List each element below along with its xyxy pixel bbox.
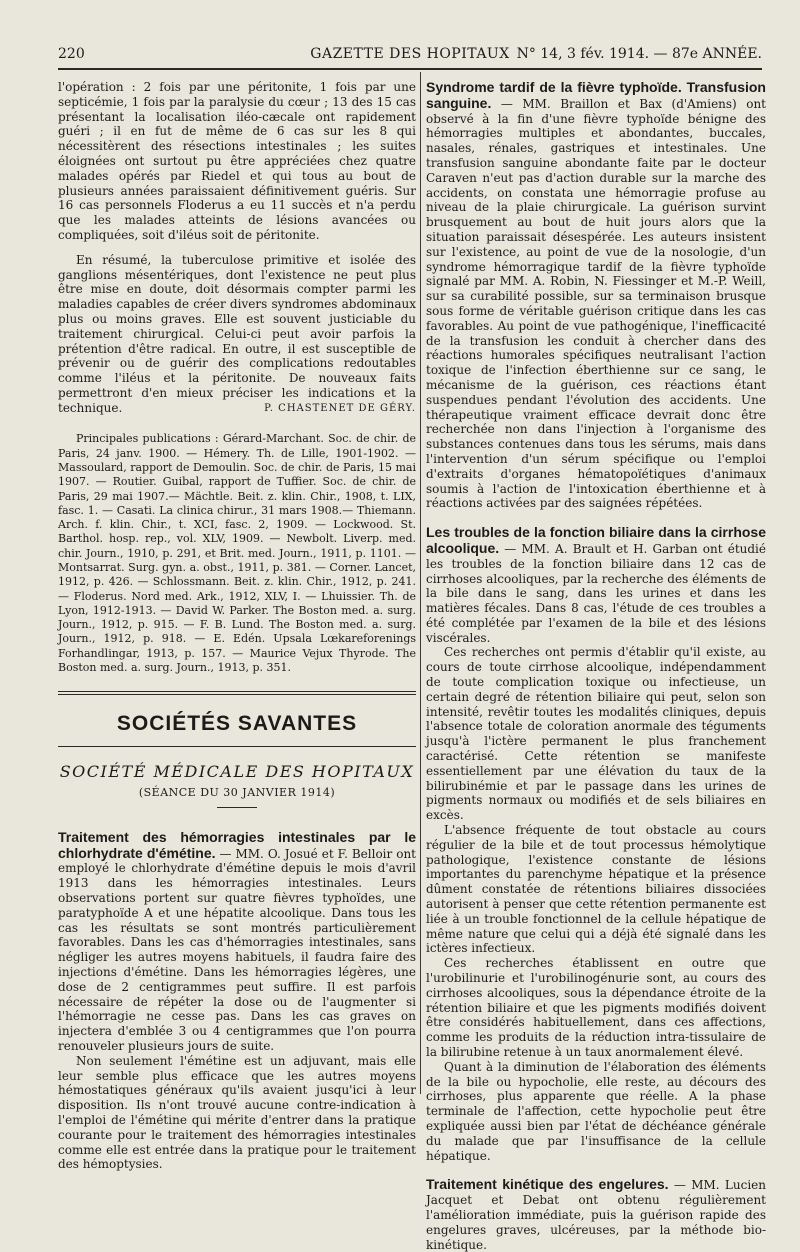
article-title: Traitement des hémorragies intestinales par le chlorhydrate d'émétine.	[58, 828, 416, 861]
article	[426, 525, 766, 1163]
left-column	[58, 80, 416, 1172]
section-subrule	[58, 746, 416, 747]
author-signature: P. CHASTENET DE GÉRY.	[264, 402, 416, 414]
article-lead	[58, 830, 416, 1054]
header-rule	[58, 68, 762, 70]
article-lead-text: — MM. Braillon et Bax (d'Amiens) ont observé à la fin d'une fièvre typhoïde bénigne des hémorragies multiples et abondantes, buccales, nasales, rénales, gastriques et intestinales. Une transfusion sanguine abondante faite par le docteur Caraven n'eut pas d'action durable sur la marche des accidents, on constata une hémorragie profuse au niveau de la plaie chirurgicale. La guérison survint brusquement au bout de huit jours alors que la situation paraissait désespérée. Les auteurs insistent sur l'existence, au point de vue de la nosologie, d'un syndrome hémorragique tardif de la fièvre typhoïde signalé par MM. A. Robin, N. Fiessinger et M.-P. Weill, sur sa curabilité possible, sur sa terminaison brusque sous forme de véritable guérison critique dans les cas favorables. Au point de vue pathogénique, l'inefficacité de la transfusion les conduit à chercher dans des réactions humorales spécifiques neutralisant l'action toxique de l'infection éberthienne sur ce sang, le mécanisme de la guérison, ces réactions étant suspendues pendant l'évolution des accidents. Une thérapeutique vraiment efficace devrait donc être recherchée non dans l'injection à l'organisme des substances contenues dans tous les sérums, mais dans l'intervention d'un sérum spécifique ou l'emploi d'extraits d'organes hématopoïétiques d'animaux soumis à l'action de l'intoxication éberthienne et à réactions activées par des saignées répétées.	[426, 96, 766, 511]
issue-info: N° 14, 3 fév. 1914. — 87e ANNÉE.	[516, 46, 762, 62]
page-number: 220	[58, 46, 85, 62]
paragraph: Ces recherches ont permis d'établir qu'il existe, au cours de toute cirrhose alcoolique, indépendamment de toute complication toxique ou infectieuse, un certain degré de rétention biliaire qui peut, selon son intensité, revêtir toutes les modalités cliniques, depuis l'absence totale de coloration anormale des téguments jusqu'à l'ictère permanent le plus franchement caractérisé. Cette rétention se manifeste essentiellement par une élévation du taux de la bilirubinémie et par le passage dans les urines de pigments normaux ou modifiés et de sels biliaires en excès.	[426, 645, 766, 823]
running-header	[58, 44, 762, 68]
article-lead	[426, 80, 766, 511]
section-rule	[58, 691, 416, 695]
article	[58, 830, 416, 1172]
column-divider	[420, 72, 421, 1094]
paragraph: En résumé, la tuberculose primitive et isolée des ganglions mésentériques, dont l'existence ne peut plus être mise en doute, doit désormais compter parmi les maladies capables de créer divers syndromes abdominaux plus ou moins graves. Elle est souvent justiciable du traitement chirurgical. Celui-ci peut avoir parfois la prétention d'être radical. En outre, il est susceptible de prévenir ou de guérir des complications redoutables comme l'iléus et la péritonite. De nouveaux faits permettront d'en mieux préciser les indications et la technique.	[58, 252, 416, 415]
section-title: SOCIÉTÉS SAVANTES	[116, 712, 358, 736]
journal-title: GAZETTE DES HOPITAUX	[310, 46, 510, 62]
right-column	[426, 79, 766, 1252]
article-title: Syndrome tardif de la fièvre typhoïde. Transfusion sanguine.	[426, 79, 766, 111]
article	[426, 80, 766, 511]
article-lead-text: — MM. Lucien Jacquet et Debat ont obtenu régulièrement l'amélioration immédiate, puis la guérison rapide des engelures graves, ulcéreuses, par la méthode bio-kinétique.	[426, 1178, 766, 1252]
article-lead	[426, 525, 766, 645]
short-rule	[217, 807, 257, 808]
seance-date: (SÉANCE DU 30 JANVIER 1914)	[138, 785, 336, 799]
article-title: Traitement kinétique des engelures.	[426, 1176, 669, 1193]
article-body: Non seulement l'émétine est un adjuvant, mais elle leur semble plus efficace que les autres moyens hémostatiques généraux qu'ils avaient jusqu'ici à leur disposition. Ils n'ont trouvé aucune contre-indication à l'emploi de l'émétine qui mérite d'entrer dans la pratique courante pour le traitement des hémorragies intestinales comme elle est entrée dans la pratique pour le traitement des hémoptysies.	[58, 1053, 416, 1172]
article-lead-text: — MM. A. Brault et H. Garban ont étudié les troubles de la fonction biliaire dans 12 cas de cirrhoses alcooliques, par la recherche des éléments de la bile dans le sang, dans les urines et dans les matières fécales. Dans 8 cas, l'étude de ces troubles a été complétée par l'examen de la bile et des lésions viscérales.	[426, 541, 766, 645]
article-title: Les troubles de la fonction biliaire dans la cirrhose alcoolique.	[426, 524, 766, 556]
paragraph: l'opération : 2 fois par une péritonite, 1 fois par une septicémie, 1 fois par la paralysie du cœur ; 13 des 15 cas présentant la localisation iléo-cæcale ont rapidement guéri ; il en fut de même de 6 cas sur les 8 qui nécessitèrent des résections intestinales ; les suites éloignées ont surtout pu être appréciées chez quatre malades opérés par Riedel et qui tous au bout de plusieurs années paraissaient définitivement guéris. Sur 16 cas personnels Floderus a eu 11 succès et n'a perdu que les malades atteints de lésions avancées ou compliquées, soit d'iléus soit de péritonite.	[58, 80, 416, 242]
paragraph: Ces recherches établissent en outre que l'urobilinurie et l'urobilinogénurie sont, au cours des cirrhoses alcooliques, sous la dépendance étroite de la rétention biliaire et que les pigments modifiés doivent être considérés habituellement, dans ces affections, comme les produits de la réduction intra-tissulaire de la bilirubine retenue à un taux anormalement élevé.	[426, 956, 766, 1059]
society-title: SOCIÉTÉ MÉDICALE DES HOPITAUX	[59, 762, 415, 782]
article-lead	[426, 1177, 766, 1252]
article	[426, 1177, 766, 1252]
paragraph: Quant à la diminution de l'élaboration des éléments de la bile ou hypocholie, elle reste, au décours des cirrhoses, plus apparente que réelle. A la phase terminale de l'affection, cette hypocholie peut être expliquée aussi bien par l'état de déchéance générale du malade que par l'insuffisance de la cellule hépatique.	[426, 1059, 766, 1163]
article-lead-text: — MM. O. Josué et F. Belloir ont employé le chlorhydrate d'émétine depuis le mois d'avril 1913 dans les hémorragies intestinales. Leurs observations portent sur quatre fièvres typhoïdes, une paratyphoïde A et une hépatite alcoolique. Dans tous les cas les résultats se sont montrés particulièrement favorables. Dans les cas d'hémorragies intestinales, sans négliger les autres moyens habituels, il faudra faire des injections d'émétine. Dans les hémorragies légères, une dose de 2 centigrammes peut suffire. Il est parfois nécessaire de répéter la dose ou de l'augmenter si l'hémorragie ne cesse pas. Dans les cas graves on injectera d'emblée 3 ou 4 centigrammes que l'on pourra renouveler plusieurs jours de suite.	[58, 846, 416, 1053]
paragraph: L'absence fréquente de tout obstacle au cours régulier de la bile et de tout processus hémolytique pathologique, l'existence constante de lésions importantes du parenchyme hépatique et la présence dûment constatée de rétentions biliaires dissociées autorisent à penser que cette rétention permanente est liée à un trouble fonctionnel de la cellule hépatique de même nature que celui qui a déjà été signalé dans les ictères infectieux.	[426, 823, 766, 956]
publications-list: Principales publications : Gérard-Marchant. Soc. de chir. de Paris, 24 janv. 1900. — Hémery. Th. de Lille, 1901-1902. — Massoulard, rapport de Demoulin. Soc. de chir. de Paris, 15 mai 1907. — Routier. Guibal, rapport de Tuffier. Soc. de chir. de Paris, 29 mai 1907.— Mächtle. Beit. z. klin. Chir., 1908, t. LIX, fasc. 1. — Casati. La clinica chirur., 31 mars 1908.— Thiemann. Arch. f. klin. Chir., t. XCI, fasc. 2, 1909. — Lockwood. St. Barthol. hosp. rep., vol. XLV, 1909. — Newbolt. Liverp. med. chir. Journ., 1910, p. 291, et Brit. med. Journ., 1911, p. 1101. — Montsarrat. Surg. gyn. a. obst., 1911, p. 381. — Corner. Lancet, 1912, p. 426. — Schlossmann. Beit. z. klin. Chir., 1912, p. 241.— Floderus. Nord med. Ark., 1912, XLV, I. — Lhuissier. Th. de Lyon, 1912-1913. — David W. Parker. The Boston med. a. surg. Journ., 1912, p. 915. — F. B. Lund. The Boston med. a. surg. Journ., 1912, p. 918. — E. Edén. Upsala Lœkareforenings Forhandlingar, 1913, p. 157. — Maurice Vejux Thyrode. The Boston med. a. surg. Journ., 1913, p. 351.	[58, 432, 416, 675]
